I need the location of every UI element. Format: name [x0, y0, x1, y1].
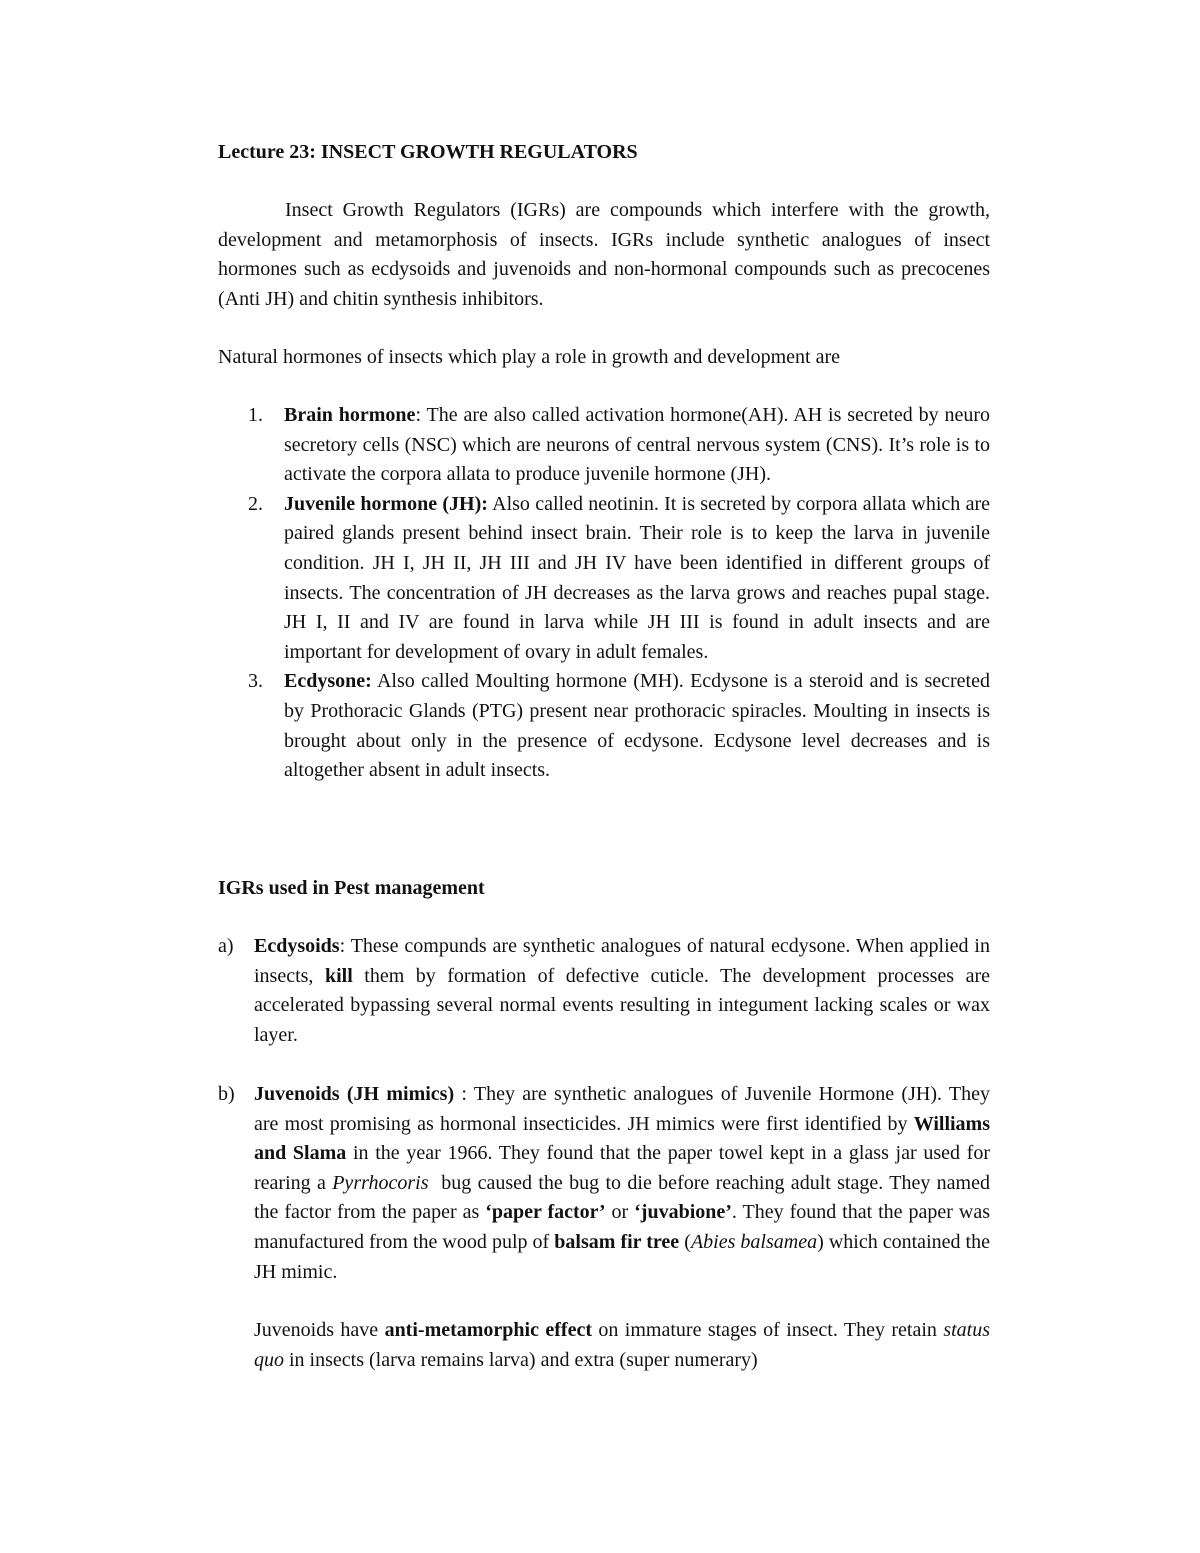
intro-paragraph: Insect Growth Regulators (IGRs) are compounds which interfere with the growth, development and metamorphosis of insects. IGRs include synthetic analogues of insect hormones such as ecdysoids and juvenoids and non-hormonal compounds such as precocenes (Anti JH) and chitin synthesis inhibitors.: [218, 199, 990, 310]
juvenoids-paragraph: b) Juvenoids (JH mimics) : They are synthetic analogues of Juvenile Hormone (JH). They are most promising as hormonal insecticides. JH mimics were first identified by Williams and Slama in the year 1966. They found that the paper towel kept in a glass jar used for rearing a Pyrrhocoris bug caused the bug to die before reaching adult stage. They named the factor from the paper as ‘paper factor’ or ‘juvabione’. They found that the paper was manufactured from the wood pulp of balsam fir tree (Abies balsamea) which contained the JH mimic.: [218, 1080, 990, 1287]
hormone-description: Also called neotinin. It is secreted by corpora allata which are paired glands present behind insect brain. Their role is to keep the larva in juvenile condition. JH I, JH II, JH III and JH IV have been identified in different groups of insects. The concentration of JH decreases as the larva grows and reaches pupal stage. JH I, II and IV are found in larva while JH III is found in adult insects and are important for development of ovary in adult females.: [284, 492, 991, 663]
term-ecdysoids: Ecdysoids: [254, 935, 340, 957]
hormone-item-ecdysone: [218, 667, 990, 785]
natural-hormones-intro: Natural hormones of insects which play a role in growth and development are: [218, 346, 841, 368]
igr-section-heading: IGRs used in Pest management: [218, 877, 485, 899]
hormone-name: Ecdysone:: [284, 670, 372, 693]
hormone-name: Juvenile hormone (JH):: [284, 492, 488, 515]
hormone-item-brain: 1. Brain hormone: The are also called activation hormone(AH). AH is secreted by neuro secretory cells (NSC) which are neurons of central nervous system (CNS). It’s role is to activate the corpora allata to produce juvenile hormone (JH).: [218, 401, 990, 490]
lecture-title: Lecture 23: INSECT GROWTH REGULATORS: [218, 141, 638, 163]
list-number: 1.: [248, 404, 263, 426]
hormone-list: [218, 401, 990, 786]
hormone-description: Also called Moulting hormone (MH). Ecdysone is a steroid and is secreted by Prothoracic Glands (PTG) present near prothoracic spiracles. Moulting in insects is brought about only in the presence of ecdysone. Ecdysone level decreases and is altogether absent in adult insects.: [284, 670, 990, 782]
list-number: 3.: [248, 670, 263, 693]
ecdysoids-paragraph: a) Ecdysoids: These compunds are synthetic analogues of natural ecdysone. When applied in insects, kill them by formation of defective cuticle. The development processes are accelerated bypassing several normal events resulting in integument lacking scales or wax layer.: [218, 932, 990, 1050]
list-marker: b): [218, 1083, 235, 1105]
list-marker: a): [218, 935, 234, 957]
hormone-description: The are also called activation hormone(AH). AH is secreted by neuro secretory cells (NSC) which are neurons of central nervous system (CNS). It’s role is to activate the corpora allata to produce juvenile hormone (JH).: [284, 404, 991, 486]
hormone-name: Brain hormone: [284, 404, 416, 426]
juvenoids-effect-paragraph: Juvenoids have anti-metamorphic effect on immature stages of insect. They retain status quo in insects (larva remains larva) and extra (super numerary): [254, 1319, 990, 1371]
list-number: 2.: [248, 492, 263, 515]
term-juvenoids: Juvenoids (JH mimics): [254, 1083, 455, 1105]
hormone-item-juvenile: [218, 490, 990, 668]
